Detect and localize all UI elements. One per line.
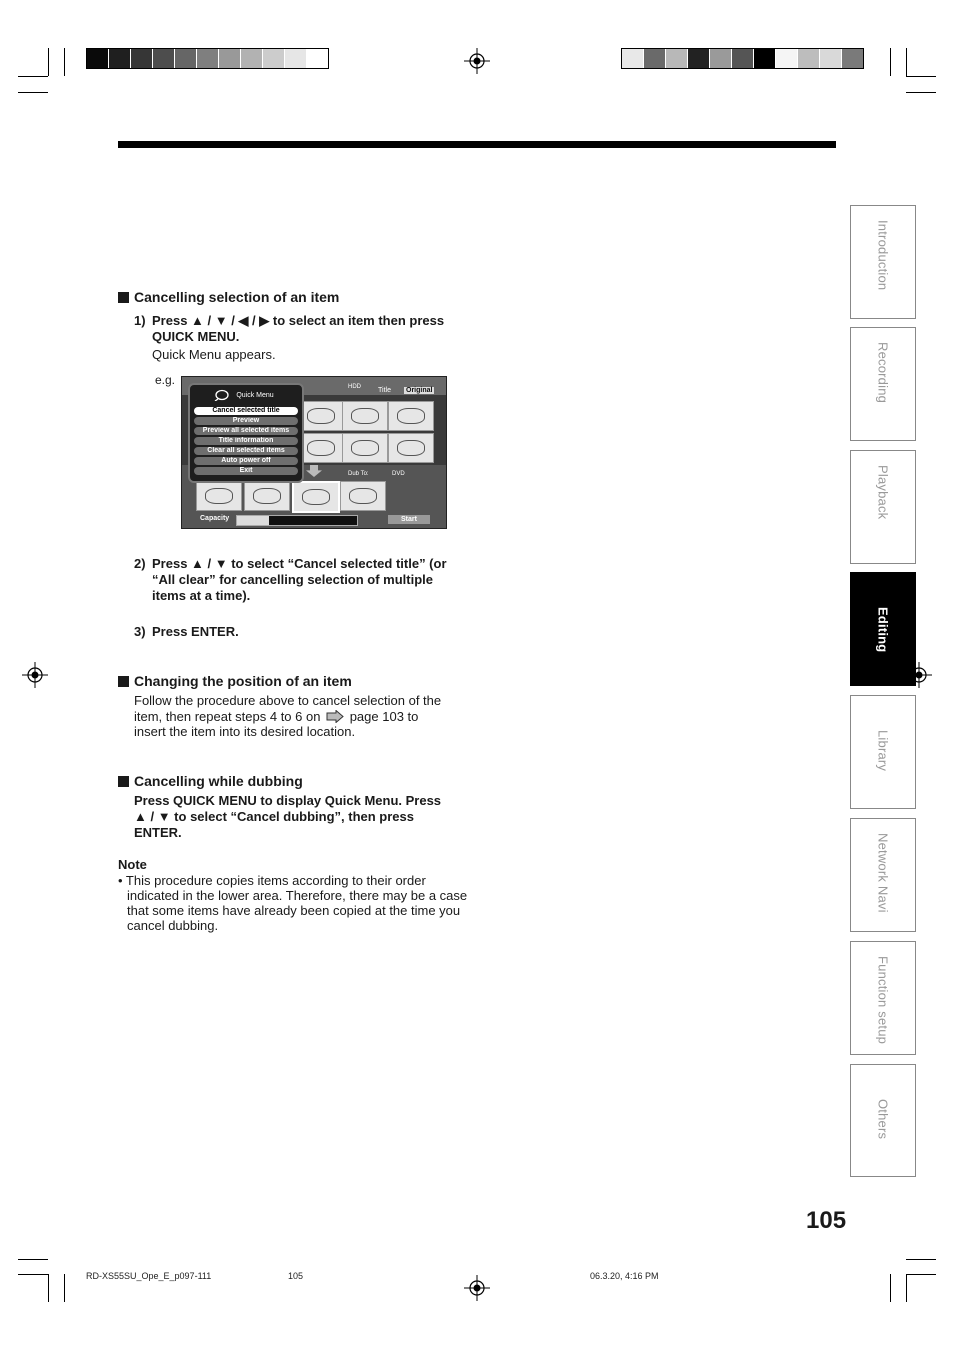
dub-thumbnail-selected xyxy=(292,481,340,513)
heading-text: Cancelling selection of an item xyxy=(134,289,340,305)
step-1-line-1: Press ▲ / ▼ / ◀ / ▶ to select an item then press xyxy=(152,313,445,328)
step-2-line-1: Press ▲ / ▼ to select “Cancel selected title” (or xyxy=(152,556,447,571)
section-2-line-2-a: item, then repeat steps 4 to 6 on xyxy=(134,709,321,724)
bullet-square-icon xyxy=(118,292,129,303)
side-tab-editing[interactable] xyxy=(850,572,916,686)
section-3-line-1: Press QUICK MENU to display Quick Menu. Press xyxy=(134,793,442,808)
quick-menu-item: Title information xyxy=(194,437,298,445)
section-3-line-3: ENTER. xyxy=(134,825,182,840)
step-2-line-3: items at a time). xyxy=(152,588,251,603)
dub-thumbnail xyxy=(340,481,386,511)
side-tab-label: Playback xyxy=(875,465,891,520)
header-rule xyxy=(118,141,836,148)
crop-mark xyxy=(906,76,936,77)
step-number: 2) xyxy=(134,556,146,571)
gray-swatch xyxy=(153,49,175,68)
note-line-3: that some items have already been copied at the time you xyxy=(127,903,461,918)
dub-to-label: Dub To: xyxy=(348,471,369,477)
gray-swatch xyxy=(776,49,798,68)
gray-swatch xyxy=(710,49,732,68)
side-tab-label: Recording xyxy=(875,342,891,404)
gray-swatch xyxy=(644,49,666,68)
capacity-bar xyxy=(236,515,358,526)
note-line-1: • This procedure copies items according to their order xyxy=(118,873,426,888)
crop-mark xyxy=(18,76,48,77)
gray-swatch xyxy=(263,49,285,68)
registration-target-icon xyxy=(22,662,48,688)
original-label: Original xyxy=(406,387,433,394)
gray-swatch xyxy=(175,49,197,68)
gray-swatch xyxy=(131,49,153,68)
page-number: 105 xyxy=(806,1207,847,1234)
gray-swatch-strip-left xyxy=(86,48,329,69)
crop-mark xyxy=(18,92,48,93)
step-2 xyxy=(134,556,464,604)
section-2-line-2-b: page 103 to xyxy=(349,709,419,724)
crop-mark xyxy=(906,1259,936,1260)
step-1-note: Quick Menu appears. xyxy=(152,347,276,362)
side-tab-others[interactable] xyxy=(850,1064,916,1177)
crop-mark xyxy=(48,1274,49,1302)
step-1-line-2: QUICK MENU. xyxy=(152,329,240,344)
section-heading-change-position xyxy=(118,673,352,689)
gray-swatch xyxy=(622,49,644,68)
step-3 xyxy=(134,624,334,640)
step-number: 3) xyxy=(134,624,146,639)
dvd-label: DVD xyxy=(392,471,405,477)
page-reference-arrow-icon xyxy=(326,710,344,723)
crop-mark xyxy=(906,1274,907,1302)
quick-menu-item: Auto power off xyxy=(194,457,298,465)
capacity-bar-fill xyxy=(237,516,269,525)
side-tab-function-setup[interactable] xyxy=(850,941,916,1055)
side-tab-label: Introduction xyxy=(875,220,891,291)
gray-swatch xyxy=(219,49,241,68)
side-tab-network-navi[interactable] xyxy=(850,818,916,932)
gray-swatch xyxy=(87,49,109,68)
section-heading-cancel-selection xyxy=(118,289,339,305)
gray-swatch xyxy=(285,49,307,68)
gray-swatch xyxy=(754,49,776,68)
crop-mark xyxy=(64,48,65,76)
gray-swatch xyxy=(732,49,754,68)
title-thumbnail xyxy=(388,401,434,431)
side-tab-library[interactable] xyxy=(850,695,916,809)
gray-swatch xyxy=(307,49,328,68)
crop-mark xyxy=(18,1259,48,1260)
gray-swatch xyxy=(688,49,710,68)
footer-page: 105 xyxy=(288,1271,304,1281)
gray-swatch xyxy=(842,49,863,68)
crop-mark xyxy=(64,1274,65,1302)
crop-mark xyxy=(18,1274,48,1275)
example-label: e.g. xyxy=(155,373,176,387)
gray-swatch xyxy=(241,49,263,68)
title-thumbnail xyxy=(388,433,434,463)
side-tab-playback[interactable] xyxy=(850,450,916,564)
crop-mark xyxy=(48,48,49,76)
side-tab-label: Library xyxy=(875,730,891,772)
note-line-4: cancel dubbing. xyxy=(127,918,219,933)
quick-menu-item: Exit xyxy=(194,467,298,475)
quick-menu-item: Preview all selected items xyxy=(194,427,298,435)
title-label: Title xyxy=(378,387,391,394)
gray-swatch-strip-right xyxy=(621,48,864,69)
step-1 xyxy=(134,313,464,347)
quick-menu-item: Preview xyxy=(194,417,298,425)
side-tab-label: Editing xyxy=(875,607,891,653)
crop-mark xyxy=(906,92,936,93)
gray-swatch xyxy=(197,49,219,68)
footer-file-name: RD-XS55SU_Ope_E_p097-111 xyxy=(86,1271,212,1281)
side-tab-label: Network Navi xyxy=(875,833,891,913)
dub-thumbnail xyxy=(196,481,242,511)
crop-mark xyxy=(906,48,907,76)
gray-swatch xyxy=(820,49,842,68)
title-thumbnail xyxy=(342,433,388,463)
quick-menu-title: Quick Menu xyxy=(236,392,274,399)
section-3-line-2: ▲ / ▼ to select “Cancel dubbing”, then press xyxy=(134,809,415,824)
side-tab-label: Others xyxy=(875,1099,891,1140)
section-2-line-3: insert the item into its desired location. xyxy=(134,724,356,739)
section-heading-cancel-dubbing xyxy=(118,773,303,789)
gray-swatch xyxy=(109,49,131,68)
gray-swatch xyxy=(666,49,688,68)
quick-menu-screenshot xyxy=(181,376,447,529)
bullet-square-icon xyxy=(118,776,129,787)
section-2-line-1: Follow the procedure above to cancel selection of the xyxy=(134,693,442,708)
step-3-text: Press ENTER. xyxy=(152,624,239,639)
bullet-square-icon xyxy=(118,676,129,687)
capacity-label: Capacity xyxy=(200,515,230,522)
start-button: Start xyxy=(388,515,430,524)
title-thumbnail xyxy=(298,401,344,431)
registration-target-icon xyxy=(464,48,490,74)
heading-text: Cancelling while dubbing xyxy=(134,773,303,789)
note-heading: Note xyxy=(118,857,147,872)
crop-mark xyxy=(890,1274,891,1302)
dub-thumbnail xyxy=(244,481,290,511)
heading-text: Changing the position of an item xyxy=(134,673,352,689)
step-number: 1) xyxy=(134,313,146,328)
registration-target-icon xyxy=(464,1275,490,1301)
note-line-2: indicated in the lower area. Therefore, there may be a case xyxy=(127,888,468,903)
side-tab-label: Function setup xyxy=(875,956,891,1045)
quick-menu-popup xyxy=(188,383,304,483)
crop-mark xyxy=(890,48,891,76)
footer-date: 06.3.20, 4:16 PM xyxy=(590,1271,659,1281)
quick-menu-item: Clear all selected items xyxy=(194,447,298,455)
side-tab-introduction[interactable] xyxy=(850,205,916,319)
title-thumbnail xyxy=(298,433,344,463)
hdd-label: HDD xyxy=(348,384,361,390)
gray-swatch xyxy=(798,49,820,68)
title-thumbnail xyxy=(342,401,388,431)
quick-menu-item: Cancel selected title xyxy=(194,407,298,415)
side-tab-recording[interactable] xyxy=(850,327,916,441)
crop-mark xyxy=(906,1274,936,1275)
section-2-line-2 xyxy=(134,709,418,725)
step-2-line-2: “All clear” for cancelling selection of multiple xyxy=(152,572,434,587)
